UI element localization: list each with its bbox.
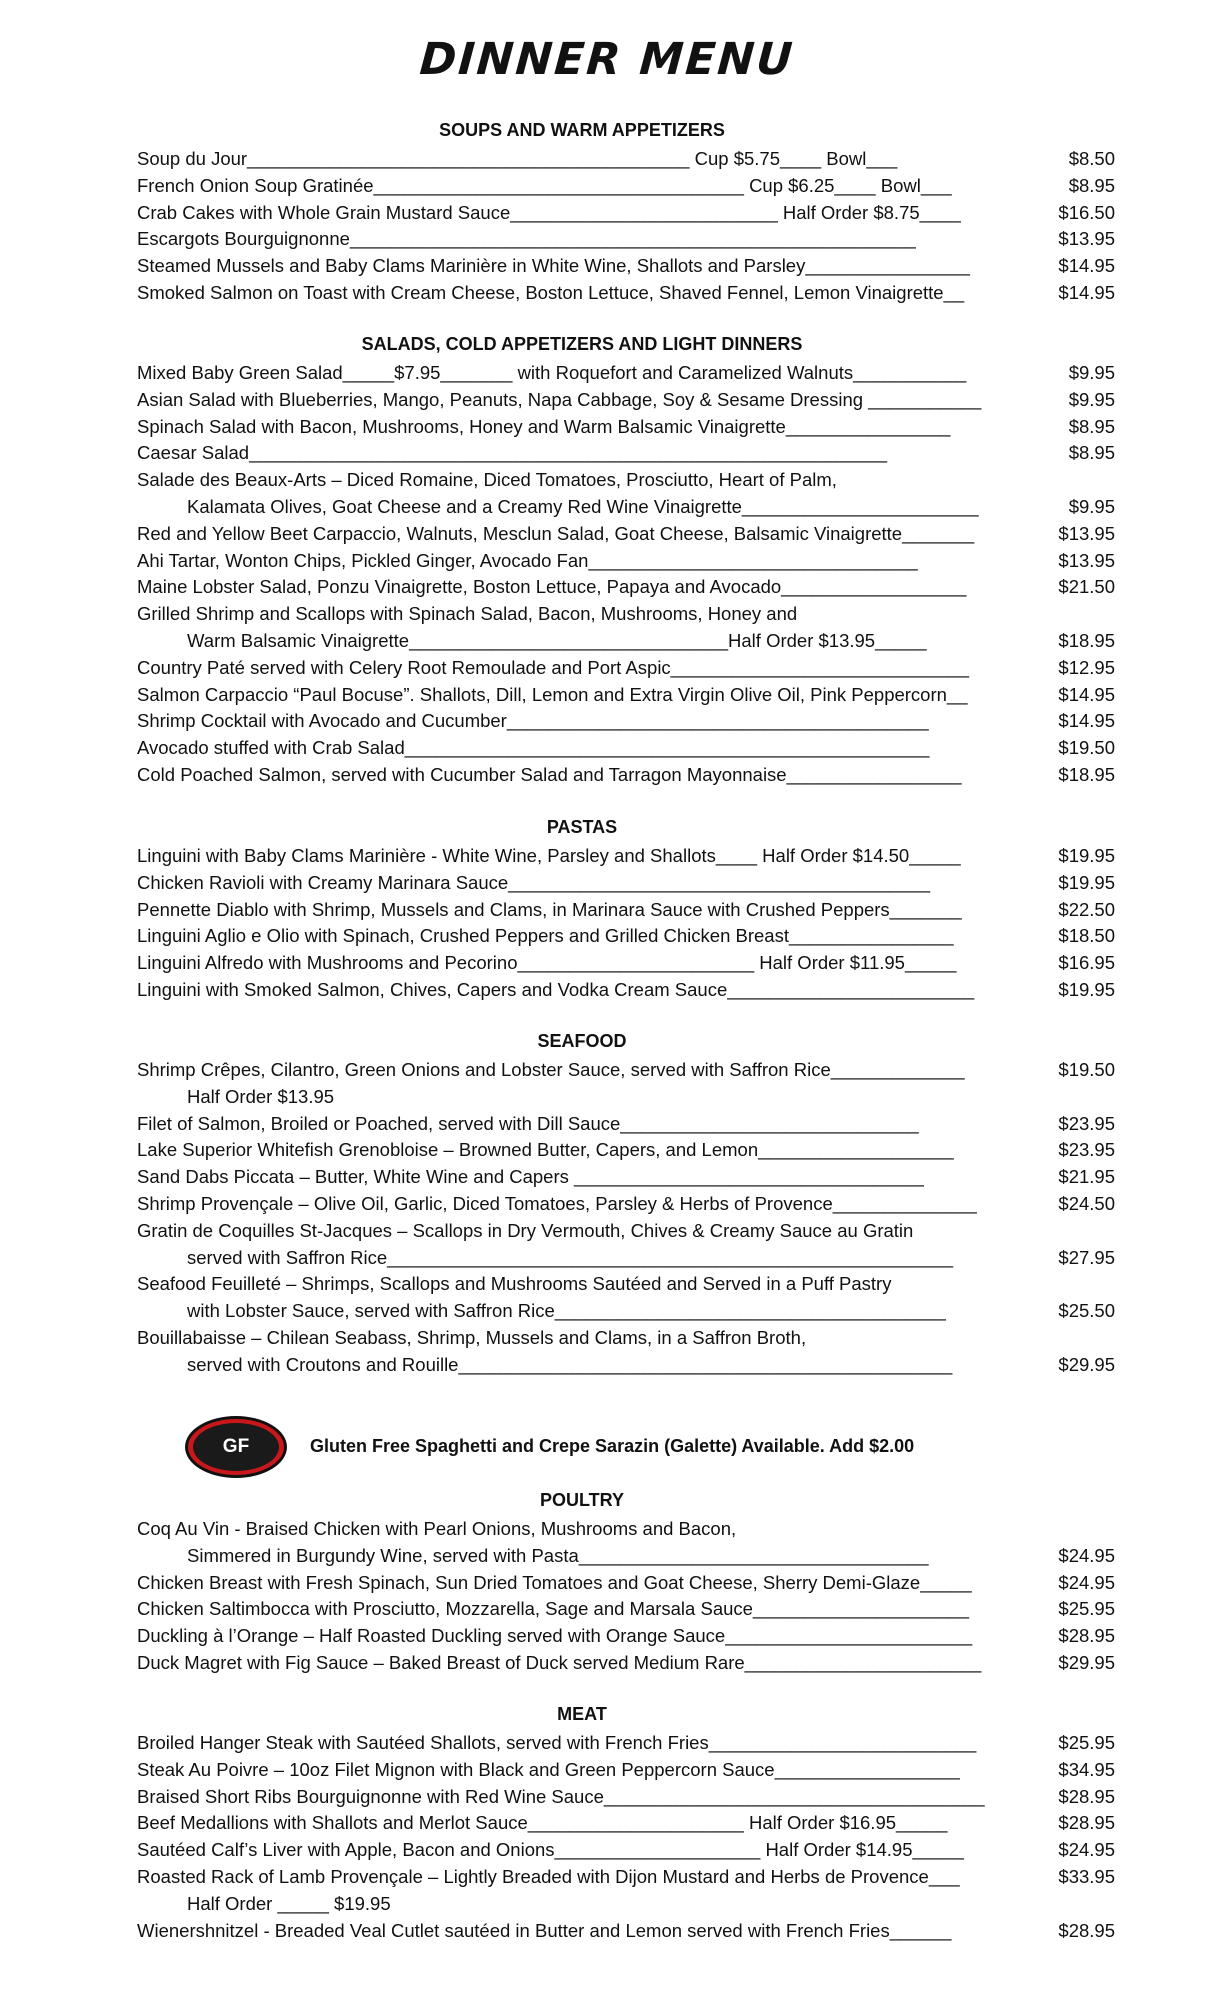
menu-item-price: $25.95 bbox=[1058, 1732, 1115, 1753]
menu-item-name: Linguini with Smoked Salmon, Chives, Capers and Vodka Cream Sauce________________________ bbox=[137, 979, 975, 1000]
menu-item-price: $8.95 bbox=[1068, 174, 1115, 196]
menu-item-name: Steak Au Poivre – 10oz Filet Mignon with Black and Green Peppercorn Sauce__________________ bbox=[137, 1758, 960, 1780]
menu-item-price: $23.95 bbox=[1058, 1139, 1115, 1161]
menu-item-price: $8.50 bbox=[1068, 148, 1115, 169]
menu-item-name: served with Saffron Rice_______________________________________________________ bbox=[187, 1246, 954, 1268]
menu-item-price: $18.95 bbox=[1058, 630, 1115, 651]
menu-item bbox=[137, 1164, 1115, 1190]
section-heading: PASTAS bbox=[546, 817, 618, 837]
menu-item-price: $16.95 bbox=[1058, 952, 1115, 974]
menu-item-name: Gratin de Coquilles St-Jacques – Scallops in Dry Vermouth, Chives & Creamy Sauce au Gratin bbox=[137, 1219, 914, 1241]
menu-item bbox=[137, 414, 1115, 440]
menu-item-price: $23.95 bbox=[1058, 1112, 1115, 1134]
menu-item-price: $12.95 bbox=[1058, 656, 1115, 678]
menu-item-price: $29.95 bbox=[1058, 1652, 1115, 1673]
menu-item bbox=[137, 1298, 1115, 1324]
menu-item bbox=[137, 1918, 1115, 1944]
menu-item-price: $14.95 bbox=[1058, 255, 1115, 277]
menu-item bbox=[137, 708, 1115, 734]
menu-item-name: Avocado stuffed with Crab Salad___________________________________________________ bbox=[137, 737, 930, 759]
menu-item-price: $22.50 bbox=[1058, 898, 1115, 920]
menu-item-price: $29.95 bbox=[1058, 1353, 1115, 1375]
menu-item bbox=[137, 387, 1115, 413]
menu-item-price: $8.95 bbox=[1068, 442, 1115, 464]
menu-item bbox=[137, 1543, 1115, 1569]
menu-item-price: $25.95 bbox=[1058, 1598, 1115, 1620]
menu-item-name: Duck Magret with Fig Sauce – Baked Breast of Duck served Medium Rare_______________________ bbox=[137, 1652, 982, 1673]
menu-item bbox=[137, 253, 1115, 279]
menu-item bbox=[137, 1891, 1115, 1917]
menu-item-name: Crab Cakes with Whole Grain Mustard Sauce__________________________ Half Order $8.75____ bbox=[137, 201, 961, 223]
menu-item-name: Warm Balsamic Vinaigrette_______________________________Half Order $13.95_____ bbox=[187, 630, 927, 651]
menu-item-price: $28.95 bbox=[1058, 1919, 1115, 1941]
menu-item bbox=[137, 173, 1115, 199]
menu-item bbox=[137, 574, 1115, 600]
menu-item-name: Kalamata Olives, Goat Cheese and a Creamy Red Wine Vinaigrette_______________________ bbox=[187, 496, 979, 517]
menu-item-price: $19.50 bbox=[1058, 737, 1115, 759]
menu-item-name: Chicken Ravioli with Creamy Marinara Sauce_________________________________________ bbox=[137, 871, 931, 893]
menu-item-name: Chicken Breast with Fresh Spinach, Sun Dried Tomatoes and Goat Cheese, Sherry Demi-Glaze_____ bbox=[137, 1571, 972, 1593]
menu-item-name: French Onion Soup Gratinée____________________________________ Cup $6.25____ Bowl___ bbox=[137, 174, 952, 196]
menu-item-name: Red and Yellow Beet Carpaccio, Walnuts, Mesclun Salad, Goat Cheese, Balsamic Vinaigrette_______ bbox=[137, 522, 975, 544]
menu-item bbox=[137, 548, 1115, 574]
menu-item-name: Soup du Jour___________________________________________ Cup $5.75____ Bowl___ bbox=[137, 148, 898, 169]
section-heading: SALADS, COLD APPETIZERS AND LIGHT DINNERS bbox=[361, 334, 803, 354]
menu-item-name: Seafood Feuilleté – Shrimps, Scallops and Mushrooms Sautéed and Served in a Puff Pastry bbox=[137, 1273, 892, 1295]
menu-item bbox=[137, 1325, 1115, 1351]
menu-item bbox=[137, 280, 1115, 306]
menu-item bbox=[137, 1864, 1115, 1890]
menu-item-price: $24.50 bbox=[1058, 1193, 1115, 1214]
menu-item bbox=[137, 360, 1115, 386]
menu-item-name: Caesar Salad______________________________________________________________ bbox=[137, 442, 887, 464]
menu-item bbox=[137, 923, 1115, 949]
menu-item-name: Coq Au Vin - Braised Chicken with Pearl Onions, Mushrooms and Bacon, bbox=[137, 1518, 737, 1539]
menu-item-name: Sand Dabs Piccata – Butter, White Wine and Capers __________________________________ bbox=[137, 1166, 924, 1188]
menu-item-price: $21.95 bbox=[1058, 1166, 1115, 1188]
menu-item-name: Wienershnitzel - Breaded Veal Cutlet sautéed in Butter and Lemon served with French Fries______ bbox=[137, 1919, 952, 1941]
menu-item bbox=[137, 1730, 1115, 1756]
section-heading: SOUPS AND WARM APPETIZERS bbox=[439, 120, 725, 140]
menu-item bbox=[137, 1596, 1115, 1622]
menu-item bbox=[137, 1084, 1115, 1110]
menu-item-name: Sautéed Calf’s Liver with Apple, Bacon and Onions____________________ Half Order $14.95_____ bbox=[137, 1839, 964, 1861]
menu-item-price: $24.95 bbox=[1058, 1571, 1115, 1593]
menu-item-name: Ahi Tartar, Wonton Chips, Pickled Ginger, Avocado Fan________________________________ bbox=[137, 549, 918, 571]
menu-item bbox=[137, 870, 1115, 896]
menu-item-price: $18.50 bbox=[1058, 925, 1115, 947]
menu-item-name: Lake Superior Whitefish Grenobloise – Browned Butter, Capers, and Lemon___________________ bbox=[137, 1139, 954, 1161]
menu-item bbox=[137, 950, 1115, 976]
menu-item bbox=[137, 440, 1115, 466]
menu-item-price: $28.95 bbox=[1058, 1812, 1115, 1834]
menu-item-price: $28.95 bbox=[1058, 1625, 1115, 1647]
menu-item-price: $18.95 bbox=[1058, 764, 1115, 785]
menu-item bbox=[137, 1245, 1115, 1271]
menu-item bbox=[137, 1218, 1115, 1244]
menu-item bbox=[137, 601, 1115, 627]
menu-item-name: Shrimp Crêpes, Cilantro, Green Onions and Lobster Sauce, served with Saffron Rice_____________ bbox=[137, 1059, 965, 1080]
menu-item-name: Broiled Hanger Steak with Sautéed Shallots, served with French Fries__________________________ bbox=[137, 1732, 977, 1753]
menu-item bbox=[137, 1837, 1115, 1863]
menu-item-name: Half Order $13.95 bbox=[187, 1085, 335, 1107]
menu-item-price: $19.95 bbox=[1058, 845, 1115, 866]
menu-item bbox=[137, 1137, 1115, 1163]
menu-item bbox=[137, 521, 1115, 547]
menu-item-name: Linguini with Baby Clams Marinière - White Wine, Parsley and Shallots____ Half Order $14.50_____ bbox=[137, 845, 961, 866]
menu-item bbox=[137, 1757, 1115, 1783]
menu-item bbox=[137, 735, 1115, 761]
menu-item-name: Linguini Alfredo with Mushrooms and Pecorino_______________________ Half Order $11.95_____ bbox=[137, 952, 957, 974]
gf-badge bbox=[185, 1416, 287, 1478]
menu-item bbox=[137, 628, 1115, 654]
menu-item-price: $13.95 bbox=[1058, 522, 1115, 544]
menu-item-name: Duckling à l’Orange – Half Roasted Duckling served with Orange Sauce________________________ bbox=[137, 1625, 973, 1647]
menu-item-price: $24.95 bbox=[1058, 1544, 1115, 1566]
menu-item-name: Salmon Carpaccio “Paul Bocuse”. Shallots, Dill, Lemon and Extra Virgin Olive Oil, Pink Peppercorn__ bbox=[137, 683, 968, 705]
menu-item-name: Maine Lobster Salad, Ponzu Vinaigrette, Boston Lettuce, Papaya and Avocado__________________ bbox=[137, 576, 967, 598]
menu-item bbox=[137, 1810, 1115, 1836]
menu-item-name: Salade des Beaux-Arts – Diced Romaine, Diced Tomatoes, Prosciutto, Heart of Palm, bbox=[137, 469, 837, 491]
menu-item-name: Shrimp Cocktail with Avocado and Cucumber_________________________________________ bbox=[137, 710, 929, 732]
menu-item-price: $19.95 bbox=[1058, 979, 1115, 1000]
menu-item-name: Country Paté served with Celery Root Remoulade and Port Aspic_____________________________ bbox=[137, 656, 970, 678]
section-heading: MEAT bbox=[557, 1704, 607, 1724]
menu-item bbox=[137, 1271, 1115, 1297]
menu-item-name: Escargots Bourguignonne_______________________________________________________ bbox=[137, 228, 916, 250]
menu-item-name: Roasted Rack of Lamb Provençale – Lightly Breaded with Dijon Mustard and Herbs de Provence___ bbox=[137, 1866, 960, 1887]
menu-item bbox=[137, 1352, 1115, 1378]
menu-item-name: Steamed Mussels and Baby Clams Marinière in White Wine, Shallots and Parsley________________ bbox=[137, 255, 970, 277]
menu-item-price: $19.95 bbox=[1058, 871, 1115, 893]
menu-item-name: Filet of Salmon, Broiled or Poached, served with Dill Sauce_____________________________ bbox=[137, 1112, 919, 1134]
menu-item-price: $24.95 bbox=[1058, 1839, 1115, 1861]
menu-item-name: Chicken Saltimbocca with Prosciutto, Mozzarella, Sage and Marsala Sauce_____________________ bbox=[137, 1598, 969, 1620]
menu-item-price: $25.50 bbox=[1058, 1300, 1115, 1322]
menu-item bbox=[137, 494, 1115, 520]
menu-item bbox=[137, 1057, 1115, 1083]
menu-item-price: $28.95 bbox=[1058, 1785, 1115, 1807]
menu-item bbox=[137, 200, 1115, 226]
menu-item-name: Asian Salad with Blueberries, Mango, Peanuts, Napa Cabbage, Soy & Sesame Dressing ___________ bbox=[137, 388, 982, 410]
menu-item bbox=[137, 843, 1115, 869]
menu-item bbox=[137, 1191, 1115, 1217]
menu-item bbox=[137, 897, 1115, 923]
menu-item bbox=[137, 226, 1115, 252]
section-heading: SEAFOOD bbox=[537, 1031, 627, 1051]
menu-item-name: Beef Medallions with Shallots and Merlot Sauce_____________________ Half Order $16.95_____ bbox=[137, 1812, 948, 1834]
menu-item-price: $33.95 bbox=[1058, 1866, 1115, 1887]
menu-item bbox=[137, 655, 1115, 681]
menu-item-name: Spinach Salad with Bacon, Mushrooms, Honey and Warm Balsamic Vinaigrette________________ bbox=[137, 415, 951, 437]
menu-item-price: $14.95 bbox=[1058, 710, 1115, 732]
menu-item-price: $13.95 bbox=[1058, 228, 1115, 250]
menu-item-name: with Lobster Sauce, served with Saffron Rice______________________________________ bbox=[187, 1300, 946, 1322]
menu-item-price: $9.95 bbox=[1068, 362, 1115, 383]
menu-item-name: Grilled Shrimp and Scallops with Spinach Salad, Bacon, Mushrooms, Honey and bbox=[137, 603, 798, 625]
menu-item-name: Shrimp Provençale – Olive Oil, Garlic, Diced Tomatoes, Parsley & Herbs of Provence______________ bbox=[137, 1193, 977, 1214]
menu-item-name: Simmered in Burgundy Wine, served with Pasta__________________________________ bbox=[187, 1544, 929, 1566]
menu-item bbox=[137, 467, 1115, 493]
gf-badge-label: GF bbox=[193, 1423, 279, 1471]
menu-item-name: Pennette Diablo with Shrimp, Mussels and Clams, in Marinara Sauce with Crushed Peppers_______ bbox=[137, 898, 962, 920]
gf-notice: Gluten Free Spaghetti and Crepe Sarazin (Galette) Available. Add $2.00 bbox=[310, 1436, 915, 1456]
menu-item-name: Linguini Aglio e Olio with Spinach, Crushed Peppers and Grilled Chicken Breast________________ bbox=[137, 925, 954, 947]
section-heading: POULTRY bbox=[540, 1490, 624, 1510]
menu-item-price: $27.95 bbox=[1058, 1246, 1115, 1268]
menu-item bbox=[137, 146, 1115, 172]
menu-item-price: $16.50 bbox=[1058, 201, 1115, 223]
menu-item-name: Cold Poached Salmon, served with Cucumber Salad and Tarragon Mayonnaise_________________ bbox=[137, 764, 962, 785]
page-title: DINNER MENU bbox=[418, 34, 796, 85]
menu-item-price: $9.95 bbox=[1068, 496, 1115, 517]
menu-item bbox=[137, 1784, 1115, 1810]
menu-item bbox=[137, 1570, 1115, 1596]
menu-item-name: Braised Short Ribs Bourguignonne with Red Wine Sauce_____________________________________ bbox=[137, 1785, 985, 1807]
menu-item-price: $14.95 bbox=[1058, 683, 1115, 705]
menu-item-price: $14.95 bbox=[1058, 282, 1115, 303]
menu-item-price: $9.95 bbox=[1068, 388, 1115, 410]
menu-item-name: Mixed Baby Green Salad_____$7.95_______ with Roquefort and Caramelized Walnuts___________ bbox=[137, 362, 967, 383]
menu-item-price: $34.95 bbox=[1058, 1758, 1115, 1780]
menu-item bbox=[137, 1111, 1115, 1137]
menu-item bbox=[137, 682, 1115, 708]
menu-item bbox=[137, 1623, 1115, 1649]
menu-item bbox=[137, 1516, 1115, 1542]
menu-item-name: Half Order _____ $19.95 bbox=[187, 1892, 391, 1914]
menu-item bbox=[137, 762, 1115, 788]
menu-item-price: $19.50 bbox=[1058, 1059, 1115, 1080]
menu-item-price: $8.95 bbox=[1068, 415, 1115, 437]
menu-item-price: $13.95 bbox=[1058, 549, 1115, 571]
menu-item-price: $21.50 bbox=[1058, 576, 1115, 598]
menu-item-name: Smoked Salmon on Toast with Cream Cheese, Boston Lettuce, Shaved Fennel, Lemon Vinaigrette__ bbox=[137, 282, 965, 303]
menu-item bbox=[137, 977, 1115, 1003]
menu-item bbox=[137, 1650, 1115, 1676]
menu-item-name: Bouillabaisse – Chilean Seabass, Shrimp, Mussels and Clams, in a Saffron Broth, bbox=[137, 1327, 807, 1348]
menu-item-name: served with Croutons and Rouille________________________________________________ bbox=[187, 1353, 953, 1375]
